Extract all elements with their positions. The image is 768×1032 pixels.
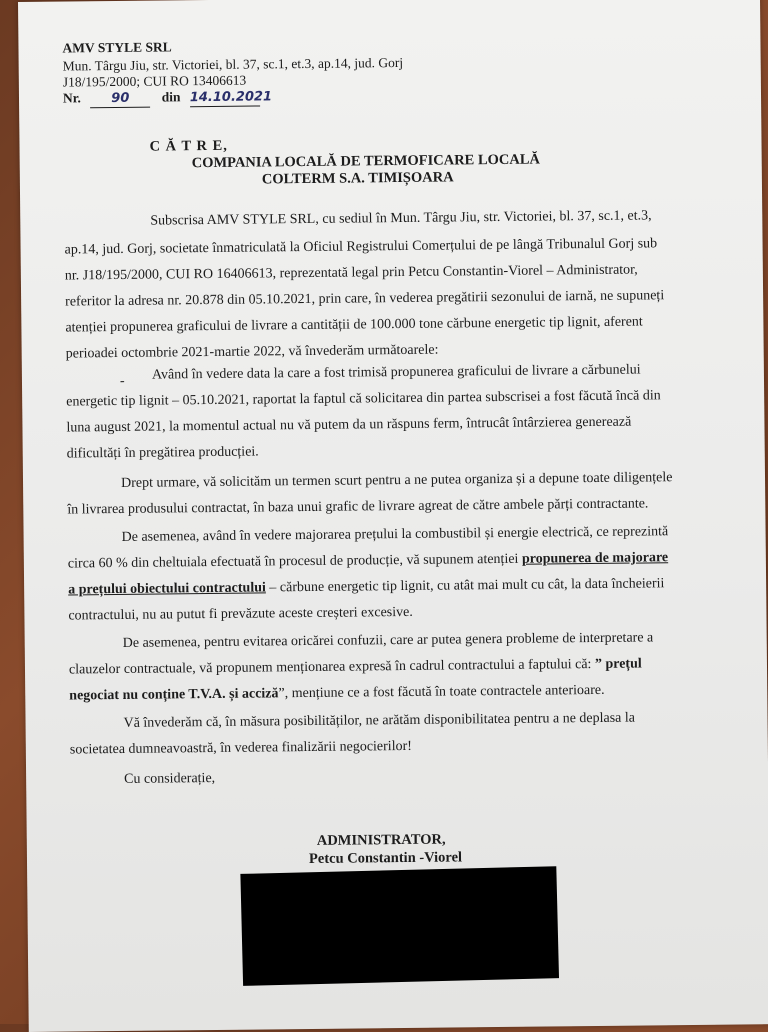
nr-field [90, 89, 150, 109]
company-address: Mun. Târgu Jiu, str. Victoriei, bl. 37, sc.1, et.3, ap.14, jud. Gorj [62, 54, 404, 74]
date-value: 14.10.2021 [189, 89, 273, 106]
p4-line2-text: circa 60 % din cheltuiala efectuată în procesul de producție, vă supunem atenției [67, 551, 522, 572]
p2-line1: Având în vedere data la care a fost trimisă propunerea graficului de livrare a cărbunelui [151, 362, 641, 383]
recipient-line2: COLTERM S.A. TIMIȘOARA [261, 169, 454, 188]
company-registration: J18/195/2000; CUI RO 13406613 [62, 72, 247, 90]
p6-line1: Vă învederăm că, în măsura posibilităților, ne arătăm disponibilitatea pentru a ne deplasa la [123, 710, 636, 731]
p4-highlight-majorare: propunerea de majorare [521, 550, 669, 567]
p5-line2-text: clauzelor contractuale, vă propunem menționarea expresă în cadrul contractului a faptului că: [68, 656, 595, 678]
letter-page [18, 0, 768, 1032]
recipient-catre: C Ă T R E, [149, 137, 228, 155]
p2-line4: dificultăți în pregătirea producției. [66, 444, 259, 462]
signature-name: Petcu Constantin -Viorel [308, 849, 463, 867]
p1-line4: referitor la adresa nr. 20.878 din 05.10.2021, prin care, în vederea pregătirii sezonului de iarnă, ne supuneți [65, 288, 665, 310]
p1-line1: Subscrisa AMV STYLE SRL, cu sediul în Mun. Târgu Jiu, str. Victoriei, bl. 37, sc.1, et.3, [150, 208, 652, 229]
redacted-signature-block [240, 866, 559, 986]
p5-line3-text: ”, mențiune ce a fost făcută în toate contractele anterioare. [278, 682, 605, 702]
p5-bold-pretul: ” prețul [594, 656, 642, 672]
p5-line3 [69, 682, 604, 705]
p4-line3 [68, 575, 664, 598]
signature-title: ADMINISTRATOR, [316, 831, 446, 849]
p1-line5: atenției propunerea graficului de livrare a cantității de 100.000 tone cărbune energetic tip lignit, aferent [65, 314, 643, 336]
company-name: AMV STYLE SRL [62, 39, 172, 56]
p4-line1: De asemenea, având în vedere majorarea prețului la combustibil și energie electrică, ce reprezintă [121, 524, 669, 545]
p2-line2: energetic tip lignit – 05.10.2021, raportat la faptul că solicitarea din partea subscrisei a fost făcută încă din [66, 388, 661, 410]
p4-line2 [68, 549, 668, 572]
p6-line2: societatea dumneavoastră, în vederea finalizării negocierilor! [69, 738, 412, 758]
p5-bold-tva: negociat nu conține T.V.A. și acciză [69, 686, 279, 704]
date-field [189, 87, 273, 107]
nr-value: 90 [111, 90, 130, 107]
p4-line4: contractului, nu au putut fi prevăzute aceste creșteri excesive. [68, 604, 413, 624]
p5-line1: De asemenea, pentru evitarea oricărei confuzii, care ar putea genera probleme de interpretare a [122, 630, 654, 651]
p4-highlight-pret: a prețului obiectului contractului [68, 580, 266, 598]
p2-dash: - [119, 373, 125, 389]
p3-line2: în livrarea produsului contractat, în baza unui grafic de livrare agreat de către ambele părți contractante. [67, 496, 649, 518]
p1-line6: perioadei octombrie 2021-martie 2022, vă învederăm următoarele: [65, 342, 439, 362]
doc-number-row [62, 87, 273, 108]
p5-line2 [69, 656, 642, 679]
din-label: din [161, 89, 181, 105]
p4-line3-text: – cărbune energetic tip lignit, cu atât mai mult cu cât, la data încheierii [265, 576, 665, 596]
closing: Cu considerație, [124, 770, 216, 787]
p1-line3: nr. J18/195/2000, CUI RO 16406613, reprezentată legal prin Petcu Constantin-Viorel – Administrator, [64, 262, 638, 284]
p2-line3: luna august 2021, la momentul actual nu vă putem da un răspuns ferm, întrucât întârzierea generează [66, 414, 632, 436]
p1-line2: ap.14, jud. Gorj, societate înmatriculată la Oficiul Registrului Comerțului de pe lângă Tribunalul Gorj sub [64, 236, 658, 258]
nr-label: Nr. [62, 90, 81, 106]
recipient-line1: COMPANIA LOCALĂ DE TERMOFICARE LOCALĂ [191, 151, 541, 172]
p3-line1: Drept urmare, vă solicităm un termen scurt pentru a ne putea organiza și a depune toate diligențele [120, 470, 673, 491]
